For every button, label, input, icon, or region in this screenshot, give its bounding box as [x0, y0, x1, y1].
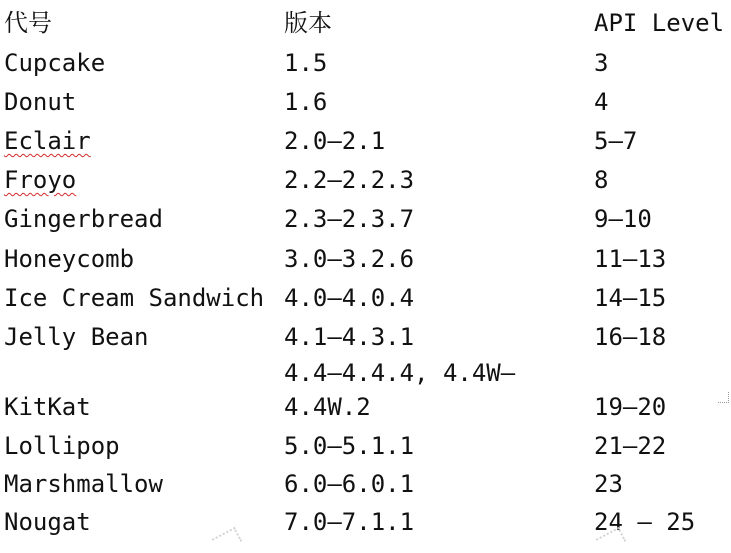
codename-cell: Gingerbread: [4, 205, 163, 233]
version-cell: 1.5: [284, 49, 328, 77]
header-version: 版本: [284, 9, 332, 37]
api-level-cell: 21–22: [594, 432, 667, 460]
api-level-cell: 8: [594, 166, 609, 194]
header-codename: 代号: [4, 9, 52, 37]
api-level-cell: 19–20: [594, 393, 667, 421]
version-cell: 4.4W.2: [284, 393, 371, 421]
api-level-cell: 9–10: [594, 205, 652, 233]
api-level-cell: 5–7: [594, 127, 638, 155]
api-level-cell: 16–18: [594, 323, 667, 351]
api-level-cell: 24 – 25: [594, 508, 696, 536]
version-cell-continuation: 4.4–4.4.4, 4.4W–: [284, 359, 516, 387]
api-level-cell: 4: [594, 88, 609, 116]
version-cell: 2.0–2.1: [284, 127, 386, 155]
codename-cell: Donut: [4, 88, 77, 116]
codename-cell: Eclair: [4, 127, 91, 155]
codename-cell: Ice Cream Sandwich: [4, 284, 265, 312]
api-level-cell: 23: [594, 470, 623, 498]
version-cell: 1.6: [284, 88, 328, 116]
codename-cell: Marshmallow: [4, 470, 163, 498]
version-cell: 5.0–5.1.1: [284, 432, 415, 460]
codename-cell: Honeycomb: [4, 245, 135, 273]
version-cell: 6.0–6.0.1: [284, 470, 415, 498]
margin-marker: [718, 392, 729, 403]
codename-cell: Cupcake: [4, 49, 106, 77]
version-cell: 2.3–2.3.7: [284, 205, 415, 233]
version-cell: 2.2–2.2.3: [284, 166, 415, 194]
codename-cell: Nougat: [4, 508, 91, 536]
version-cell: 7.0–7.1.1: [284, 508, 415, 536]
api-level-cell: 14–15: [594, 284, 667, 312]
api-level-cell: 11–13: [594, 245, 667, 273]
version-cell: 4.0–4.0.4: [284, 284, 415, 312]
version-cell: 3.0–3.2.6: [284, 245, 415, 273]
codename-cell: Jelly Bean: [4, 323, 149, 351]
codename-cell: Lollipop: [4, 432, 120, 460]
api-level-cell: 3: [594, 49, 609, 77]
header-api-level: API Level: [594, 9, 725, 37]
codename-cell: KitKat: [4, 393, 91, 421]
watermark-fragment: [212, 527, 242, 553]
version-cell: 4.1–4.3.1: [284, 323, 415, 351]
codename-cell: Froyo: [4, 166, 77, 194]
